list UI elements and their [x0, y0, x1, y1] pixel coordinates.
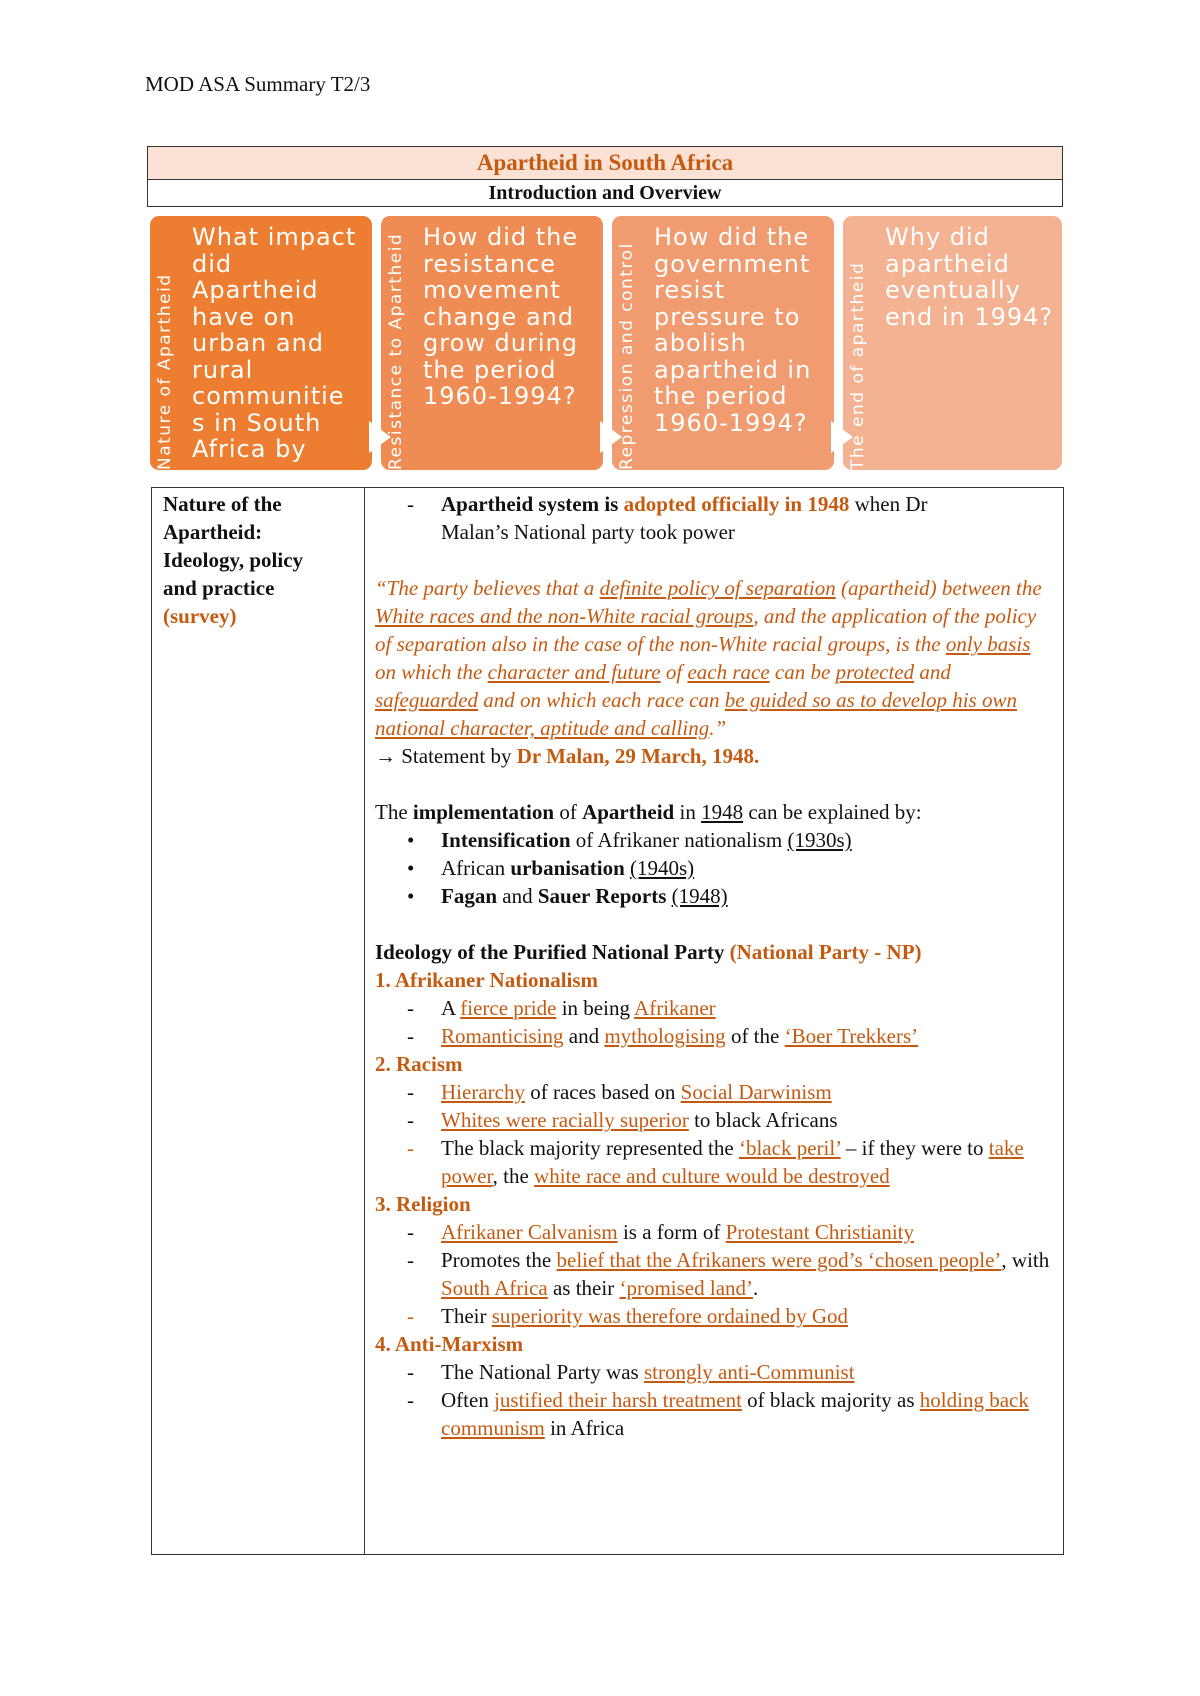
- notes-content: [375, 490, 1051, 1442]
- step-label: Resistance to Apartheid: [386, 232, 406, 470]
- notes-cell: [365, 488, 1063, 1554]
- topic-line: Ideology, policy: [163, 548, 304, 572]
- page-title: Apartheid in South Africa: [148, 147, 1062, 180]
- malan-quote: “The party believes that a definite policy of separation (apartheid) between the White races and the non-White racial groups, and the application of the policy of separation also in the case of the non-White racial groups, is the only basis on which the character and future of each race can be protected and safeguarded and on which each race can be guided so as to develop his own national character, aptitude and calling.”: [375, 576, 1042, 740]
- topic-cell: [152, 488, 365, 1554]
- step-repression: [612, 216, 834, 470]
- list-item: - Often justified their harsh treatment of black majority as holding back communism in Africa: [375, 1386, 1051, 1442]
- section-title: 2. Racism: [375, 1052, 463, 1076]
- list-item: - Hierarchy of races based on Social Darwinism: [375, 1078, 1051, 1106]
- topic-line: Apartheid:: [163, 520, 263, 544]
- step-resistance: [381, 216, 603, 470]
- arrow-right-icon: [831, 421, 853, 453]
- step-label: The end of apartheid: [848, 261, 868, 470]
- list-item: - Afrikaner Calvanism is a form of Protestant Christianity: [375, 1218, 1051, 1246]
- arrow-right-icon: [600, 421, 622, 453]
- quote-attribution: → Statement by Dr Malan, 29 March, 1948.: [375, 744, 760, 768]
- step-question: How did the government resist pressure to abolish apartheid in the period 1960-1994?: [654, 223, 812, 437]
- process-diagram: [150, 216, 1062, 472]
- bullet-item: • Fagan and Sauer Reports (1948): [375, 882, 1051, 910]
- page-subtitle: Introduction and Overview: [488, 182, 722, 204]
- step-question: Why did apartheid eventually end in 1994?: [885, 223, 1054, 331]
- step-question: How did the resistance movement change and grow during the period 1960-1994?: [423, 223, 579, 410]
- arrow-right-icon: [369, 421, 391, 453]
- step-question: What impact did Apartheid have on urban and rural communitie s in South Africa by: [192, 223, 357, 463]
- implementation-intro: The implementation of Apartheid in 1948 can be explained by:: [375, 800, 922, 824]
- list-item: - Their superiority was therefore ordained by God: [375, 1302, 1051, 1330]
- topic-heading: [163, 490, 303, 630]
- step-end-of-apartheid: [843, 216, 1062, 470]
- title-table: [147, 146, 1063, 207]
- arrow-icon: →: [375, 744, 396, 768]
- bullet-item: • African urbanisation (1940s): [375, 854, 1051, 882]
- content-table: [151, 487, 1064, 1555]
- section-title: 1. Afrikaner Nationalism: [375, 968, 599, 992]
- section-title: 3. Religion: [375, 1192, 471, 1216]
- ideology-heading: Ideology of the Purified National Party (National Party - NP): [375, 940, 922, 964]
- list-item: - Promotes the belief that the Afrikaners were god’s ‘chosen people’, with South Africa as their ‘promised land’.: [375, 1246, 1051, 1302]
- topic-line: Nature of the: [163, 492, 282, 516]
- list-item: - Whites were racially superior to black Africans: [375, 1106, 1051, 1134]
- step-nature-of-apartheid: [150, 216, 372, 470]
- document-header: MOD ASA Summary T2/3: [145, 72, 371, 96]
- step-label: Nature of Apartheid: [155, 273, 175, 470]
- intro-item: - Apartheid system is adopted officially in 1948 when Dr Malan’s National party took power: [375, 490, 1051, 546]
- list-item: - A fierce pride in being Afrikaner: [375, 994, 1051, 1022]
- section-title: 4. Anti-Marxism: [375, 1332, 524, 1356]
- topic-tag: (survey): [163, 604, 237, 628]
- list-item: - The National Party was strongly anti-Communist: [375, 1358, 1051, 1386]
- bullet-item: • Intensification of Afrikaner nationalism (1930s): [375, 826, 1051, 854]
- list-item: - The black majority represented the ‘black peril’ – if they were to take power, the white race and culture would be destroyed: [375, 1134, 1051, 1190]
- step-label: Repression and control: [617, 242, 637, 470]
- topic-line: and practice: [163, 576, 275, 600]
- list-item: - Romanticising and mythologising of the ‘Boer Trekkers’: [375, 1022, 1051, 1050]
